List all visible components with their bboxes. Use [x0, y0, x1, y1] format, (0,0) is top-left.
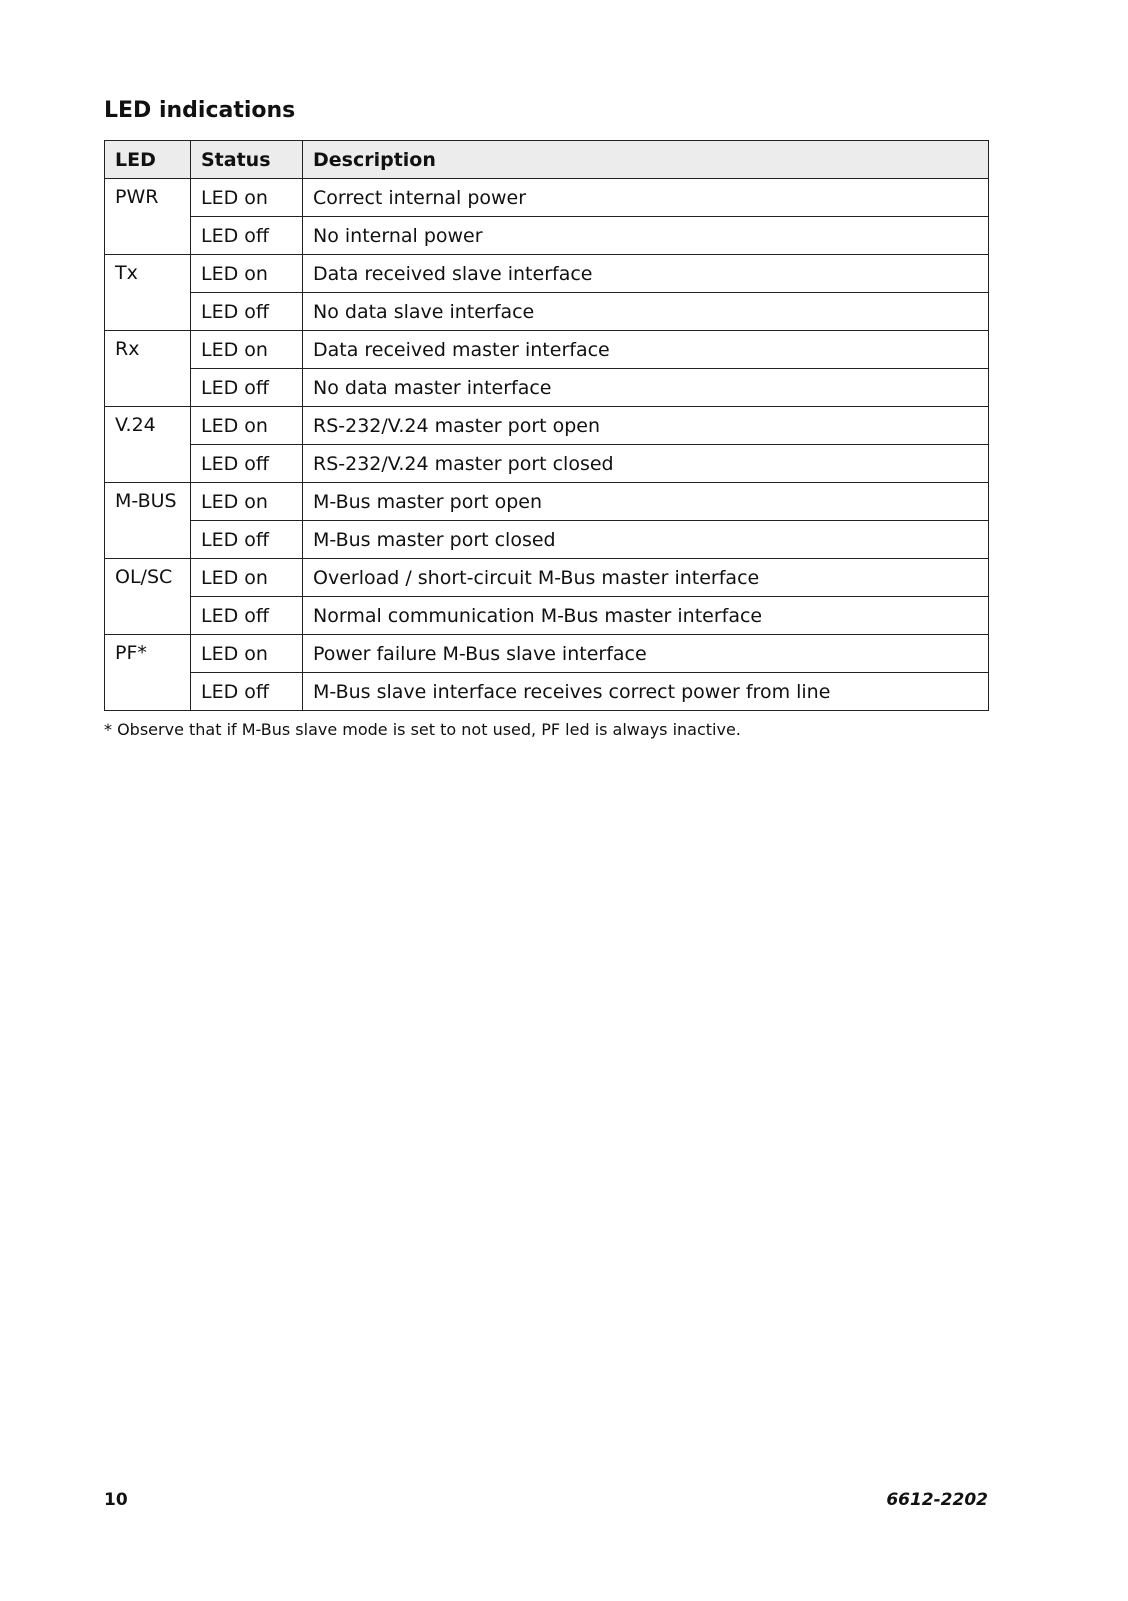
table-row	[105, 559, 989, 597]
status-cell: LED on	[191, 331, 303, 369]
table-header-row	[105, 141, 989, 179]
table-row	[105, 673, 989, 711]
led-name-v24: V.24	[105, 407, 191, 483]
status-cell: LED on	[191, 179, 303, 217]
table-row	[105, 521, 989, 559]
status-cell: LED off	[191, 369, 303, 407]
table-row	[105, 217, 989, 255]
description-cell: Power failure M-Bus slave interface	[303, 635, 989, 673]
led-name-mbus: M-BUS	[105, 483, 191, 559]
status-cell: LED off	[191, 293, 303, 331]
table-row	[105, 445, 989, 483]
table-row	[105, 369, 989, 407]
led-name-tx: Tx	[105, 255, 191, 331]
description-cell: Correct internal power	[303, 179, 989, 217]
footnote: * Observe that if M-Bus slave mode is set to not used, PF led is always inactive.	[104, 720, 741, 739]
header-led: LED	[105, 141, 191, 179]
description-cell: RS-232/V.24 master port open	[303, 407, 989, 445]
led-name-rx: Rx	[105, 331, 191, 407]
table-row	[105, 597, 989, 635]
description-cell: M-Bus master port closed	[303, 521, 989, 559]
status-cell: LED on	[191, 559, 303, 597]
description-cell: No internal power	[303, 217, 989, 255]
table-row	[105, 179, 989, 217]
description-cell: RS-232/V.24 master port closed	[303, 445, 989, 483]
status-cell: LED off	[191, 597, 303, 635]
status-cell: LED off	[191, 673, 303, 711]
table-row	[105, 293, 989, 331]
page-number: 10	[104, 1490, 128, 1510]
section-title: LED indications	[104, 98, 296, 123]
table-row	[105, 635, 989, 673]
status-cell: LED off	[191, 521, 303, 559]
description-cell: Overload / short-circuit M-Bus master interface	[303, 559, 989, 597]
led-name-pf: PF*	[105, 635, 191, 711]
description-cell: M-Bus slave interface receives correct power from line	[303, 673, 989, 711]
table-row	[105, 255, 989, 293]
header-description: Description	[303, 141, 989, 179]
description-cell: Data received slave interface	[303, 255, 989, 293]
led-name-pwr: PWR	[105, 179, 191, 255]
status-cell: LED off	[191, 217, 303, 255]
table-row	[105, 331, 989, 369]
table-row	[105, 483, 989, 521]
status-cell: LED on	[191, 483, 303, 521]
description-cell: M-Bus master port open	[303, 483, 989, 521]
description-cell: Data received master interface	[303, 331, 989, 369]
led-name-olsc: OL/SC	[105, 559, 191, 635]
table-row	[105, 407, 989, 445]
document-number: 6612-2202	[886, 1490, 988, 1510]
led-indications-table	[104, 140, 989, 711]
status-cell: LED on	[191, 407, 303, 445]
status-cell: LED on	[191, 635, 303, 673]
status-cell: LED on	[191, 255, 303, 293]
description-cell: No data slave interface	[303, 293, 989, 331]
status-cell: LED off	[191, 445, 303, 483]
description-cell: No data master interface	[303, 369, 989, 407]
header-status: Status	[191, 141, 303, 179]
description-cell: Normal communication M-Bus master interface	[303, 597, 989, 635]
